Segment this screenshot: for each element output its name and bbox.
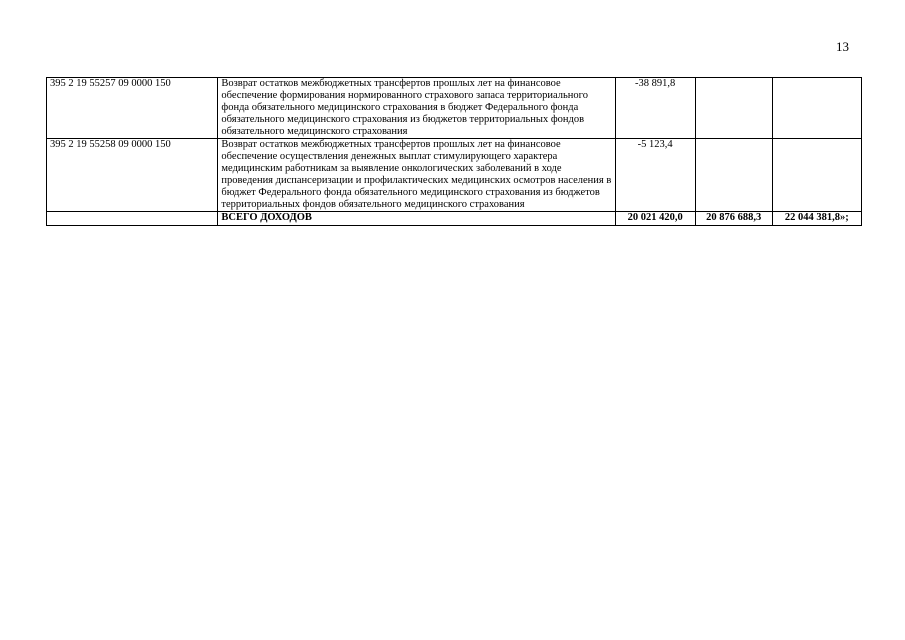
total-row (47, 212, 862, 226)
description-cell: Возврат остатков межбюджетных трансфертов прошлых лет на финансовое обеспечение осуществления денежных выплат стимулирующего характера медицинским работникам за выявление онкологических заболеваний в ходе проведения диспансеризации и профилактических медицинских осмотров населения в бюджет Федерального фонда обязательного медицинского страхования из бюджетов территориальных фондов обязательного медицинского страхования (218, 139, 615, 212)
total-code-cell (47, 212, 218, 226)
table-row (47, 139, 862, 212)
description-cell: Возврат остатков межбюджетных трансфертов прошлых лет на финансовое обеспечение формирования нормированного страхового запаса территориального фонда обязательного медицинского страхования в бюджет Федерального фонда обязательного медицинского страхования из бюджетов территориальных фондов обязательного медицинского страхования (218, 78, 615, 139)
amount-year3-cell (772, 78, 861, 139)
page-number: 13 (836, 39, 849, 54)
amount-year1-cell: -38 891,8 (615, 78, 695, 139)
amount-year3-cell (772, 139, 861, 212)
total-year2: 20 876 688,3 (695, 212, 772, 226)
amount-year2-cell (695, 139, 772, 212)
amount-year2-cell (695, 78, 772, 139)
total-year3: 22 044 381,8»; (772, 212, 861, 226)
table-row (47, 78, 862, 139)
revenue-table (46, 77, 862, 226)
total-year1: 20 021 420,0 (615, 212, 695, 226)
total-label: ВСЕГО ДОХОДОВ (218, 212, 615, 226)
budget-code-cell: 395 2 19 55257 09 0000 150 (47, 78, 218, 139)
budget-code-cell: 395 2 19 55258 09 0000 150 (47, 139, 218, 212)
amount-year1-cell: -5 123,4 (615, 139, 695, 212)
